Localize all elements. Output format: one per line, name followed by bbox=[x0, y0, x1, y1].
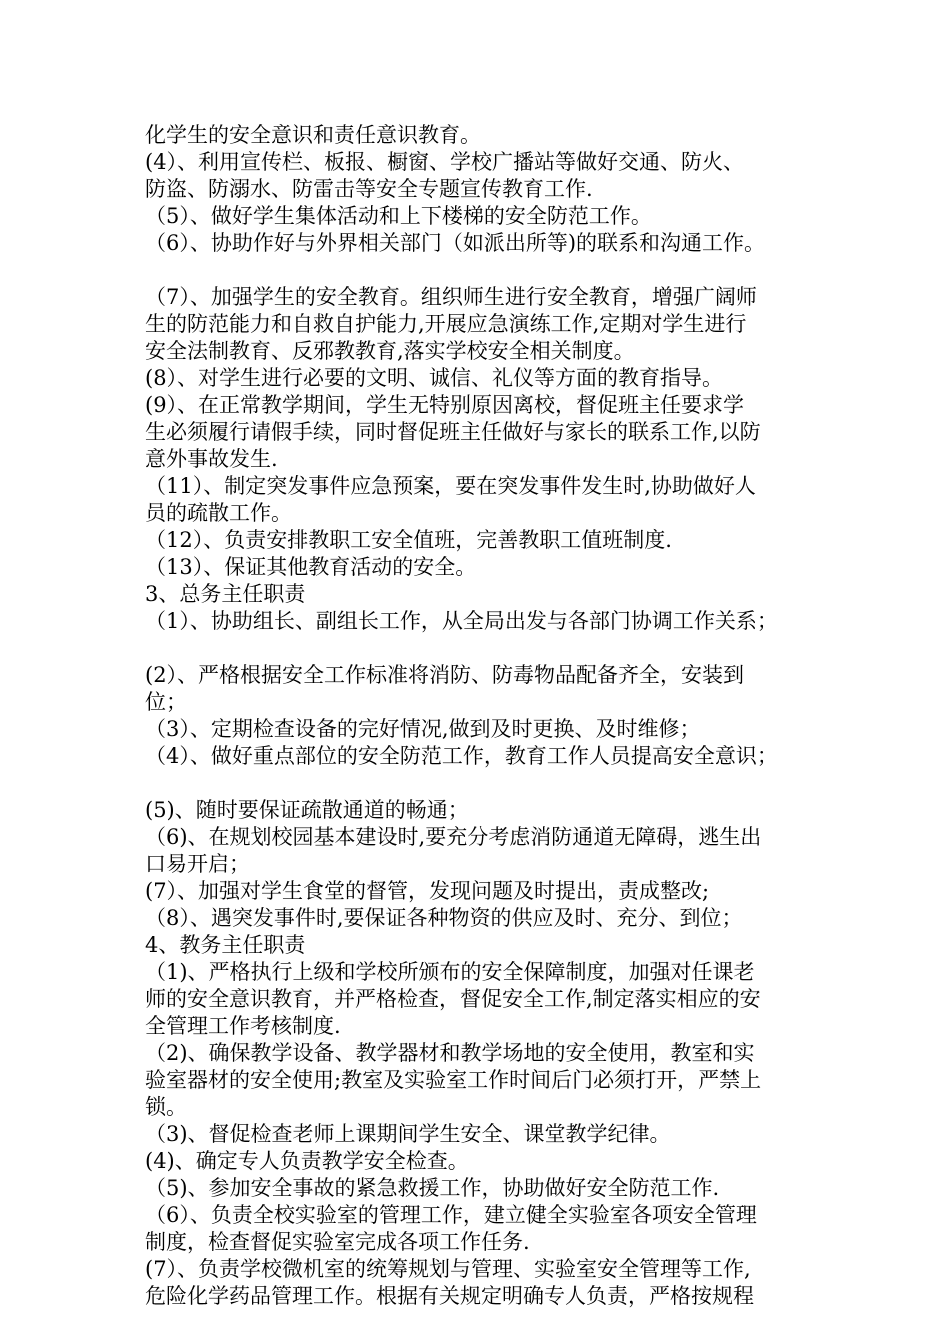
text-line: （5）、做好学生集体活动和上下楼梯的安全防范工作。 bbox=[145, 204, 652, 228]
text-line: 防盗、防溺水、防雷击等安全专题宣传教育工作. bbox=[145, 177, 593, 201]
section-heading: 4、教务主任职责 bbox=[145, 933, 306, 957]
text-line: (2）、严格根据安全工作标准将消防、防毒物品配备齐全，安装到 bbox=[145, 663, 745, 687]
text-line: （13）、保证其他教育活动的安全。 bbox=[145, 555, 477, 579]
text-line: （6）、协助作好与外界相关部门（如派出所等)的联系和沟通工作。 bbox=[145, 231, 766, 255]
text-line: 员的疏散工作。 bbox=[145, 501, 292, 525]
text-line: 位； bbox=[145, 690, 187, 714]
text-line: 安全法制教育、反邪教教育,落实学校安全相关制度。 bbox=[145, 339, 635, 363]
text-line: （5)、参加安全事故的紧急救援工作，协助做好安全防范工作. bbox=[145, 1176, 720, 1200]
text-line: （7）、加强学生的安全教育。组织师生进行安全教育，增强广阔师 bbox=[145, 285, 757, 309]
text-line: 锁。 bbox=[145, 1095, 187, 1119]
text-line: (5)、随时要保证疏散通道的畅通； bbox=[145, 798, 469, 822]
text-line: （4）、做好重点部位的安全防范工作，教育工作人员提高安全意识； bbox=[145, 744, 778, 768]
text-line: （2)、确保教学设备、教学器材和教学场地的安全使用，教室和实 bbox=[145, 1041, 755, 1065]
text-line: 全管理工作考核制度. bbox=[145, 1014, 341, 1038]
text-line: 生必须履行请假手续，同时督促班主任做好与家长的联系工作,以防 bbox=[145, 420, 761, 444]
text-line: 口易开启； bbox=[145, 852, 250, 876]
section-heading: 3、总务主任职责 bbox=[145, 582, 306, 606]
text-line: （1)、严格执行上级和学校所颁布的安全保障制度，加强对任课老 bbox=[145, 960, 755, 984]
text-line: 危险化学药品管理工作。根据有关规定明确专人负责，严格按规程 bbox=[145, 1284, 754, 1308]
text-line: (9）、在正常教学期间，学生无特别原因离校，督促班主任要求学 bbox=[145, 393, 745, 417]
text-line: 化学生的安全意识和责任意识教育。 bbox=[145, 123, 481, 147]
text-line: （6)、在规划校园基本建设时,要充分考虑消防通道无障碍，逃生出 bbox=[145, 825, 762, 849]
text-line: (8）、对学生进行必要的文明、诚信、礼仪等方面的教育指导。 bbox=[145, 366, 724, 390]
blank-line bbox=[145, 770, 835, 797]
text-line: （11）、制定突发事件应急预案，要在突发事件发生时,协助做好人 bbox=[145, 474, 756, 498]
text-line: (4)、确定专人负责教学安全检查。 bbox=[145, 1149, 469, 1173]
text-line: (7）、加强对学生食堂的督管，发现问题及时提出，责成整改; bbox=[145, 879, 710, 903]
text-line: 意外事故发生. bbox=[145, 447, 278, 471]
text-line: (7）、负责学校微机室的统筹规划与管理、实验室安全管理等工作, bbox=[145, 1257, 751, 1281]
text-line: （6）、负责全校实验室的管理工作，建立健全实验室各项安全管理 bbox=[145, 1203, 757, 1227]
text-line: （8）、遇突发事件时,要保证各种物资的供应及时、充分、到位； bbox=[145, 906, 743, 930]
text-line: 验室器材的安全使用;教室及实验室工作时间后门必须打开，严禁上 bbox=[145, 1068, 762, 1092]
text-line: （3）、定期检查设备的完好情况,做到及时更换、及时维修； bbox=[145, 717, 701, 741]
text-line: （3)、督促检查老师上课期间学生安全、课堂教学纪律。 bbox=[145, 1122, 671, 1146]
document-body bbox=[145, 122, 835, 1310]
blank-line bbox=[145, 635, 835, 662]
text-line: (4）、利用宣传栏、板报、橱窗、学校广播站等做好交通、防火、 bbox=[145, 150, 745, 174]
text-line: 师的安全意识教育，并严格检查，督促安全工作,制定落实相应的安 bbox=[145, 987, 761, 1011]
blank-line bbox=[145, 257, 835, 284]
text-line: 生的防范能力和自救自护能力,开展应急演练工作,定期对学生进行 bbox=[145, 312, 747, 336]
text-line: 制度，检查督促实验室完成各项工作任务. bbox=[145, 1230, 530, 1254]
text-line: （1）、协助组长、副组长工作，从全局出发与各部门协调工作关系； bbox=[145, 609, 778, 633]
text-line: （12）、负责安排教职工安全值班，完善教职工值班制度. bbox=[145, 528, 672, 552]
